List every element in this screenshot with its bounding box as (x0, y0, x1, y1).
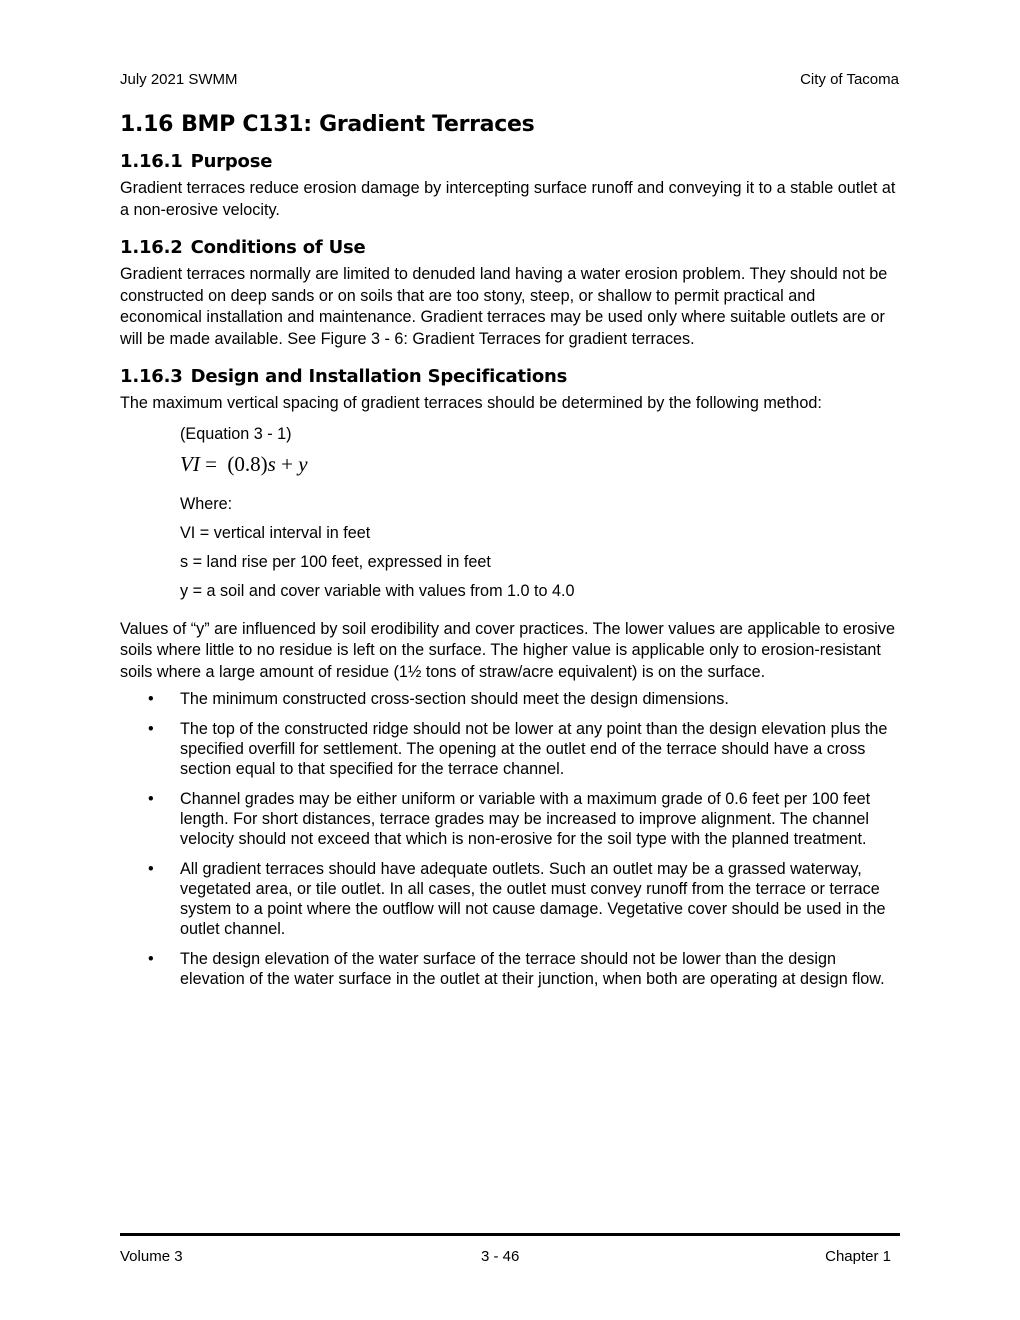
section-paragraph: Gradient terraces normally are limited to denuded land having a water erosion problem. They should not be constructed on deep sands or on soils that are too stony, steep, or shallow to permit practical and economical installation and maintenance. Gradient terraces may be used only where suitable outlets are or will be made available. See Figure 3 - 6: Gradient Terraces for gradient terraces. (120, 265, 888, 348)
section-conditions-of-use (120, 237, 900, 350)
footer-left: Volume 3 (120, 1248, 183, 1265)
section-design-specifications (120, 366, 900, 989)
list-item (120, 949, 900, 989)
header-left: July 2021 SWMM (120, 71, 238, 88)
section-heading (120, 237, 900, 258)
definition-vi: VI = vertical interval in feet (180, 523, 371, 542)
list-item (120, 689, 900, 709)
section-number: 1.16.3 (120, 366, 183, 387)
section-number: 1.16.2 (120, 237, 183, 258)
equation-coefficient: = (0.8) (199, 451, 268, 476)
list-item (120, 789, 900, 849)
bullet-icon: • (148, 790, 154, 808)
title-text: BMP C131: Gradient Terraces (181, 112, 535, 137)
equation-var-y: y (298, 451, 308, 476)
equation-block (180, 425, 900, 601)
section-title: Conditions of Use (190, 237, 366, 258)
equation-lhs: VI (180, 451, 200, 476)
equation-var-s: s (267, 451, 276, 476)
section-heading (120, 151, 900, 172)
section-number: 1.16.1 (120, 151, 183, 172)
list-item-text: The top of the constructed ridge should not be lower at any point than the design elevation plus the specified overfill for settlement. The opening at the outlet end of the terrace should have a cross section equal to that specified for the terrace channel. (180, 720, 888, 778)
page-content (120, 112, 900, 1005)
bullet-icon: • (148, 950, 154, 968)
list-item (120, 859, 900, 939)
bullet-icon: • (148, 860, 154, 878)
page-title (120, 112, 900, 137)
section-heading (120, 366, 900, 387)
section-paragraph: Gradient terraces reduce erosion damage by intercepting surface runoff and conveying it to a stable outlet at a non-erosive velocity. (120, 179, 896, 219)
bullet-icon: • (148, 690, 154, 708)
section-title: Design and Installation Specifications (190, 366, 568, 387)
page-number: 3 - 46 (481, 1248, 520, 1265)
equation-label: (Equation 3 - 1) (180, 424, 292, 443)
footer-divider (120, 1233, 900, 1236)
equation-plus: + (275, 451, 299, 476)
definition-y: y = a soil and cover variable with values from 1.0 to 4.0 (180, 581, 575, 600)
bullet-icon: • (148, 720, 154, 738)
equation (180, 452, 900, 477)
header-right: City of Tacoma (800, 71, 899, 88)
list-item-text: All gradient terraces should have adequate outlets. Such an outlet may be a grassed waterway, vegetated area, or tile outlet. In all cases, the outlet must convey runoff from the terrace or terrace system to a point where the outflow will not cause damage. Vegetative cover should be used in the outlet channel. (180, 860, 886, 938)
definition-s: s = land rise per 100 feet, expressed in feet (180, 552, 491, 571)
list-item-text: The design elevation of the water surface of the terrace should not be lower than the design elevation of the water surface in the outlet at their junction, when both are operating at design flow. (180, 950, 885, 988)
title-number: 1.16 (120, 112, 174, 137)
section-paragraph: The maximum vertical spacing of gradient terraces should be determined by the following method: (120, 394, 822, 412)
footer-right: Chapter 1 (825, 1248, 891, 1265)
section-paragraph: Values of “y” are influenced by soil erodibility and cover practices. The lower values are applicable to erosive soils where little to no residue is left on the surface. The higher value is applicable only to erosion-resistant soils where a large amount of residue (1½ tons of straw/acre equivalent) is on the surface. (120, 619, 895, 681)
list-item-text: Channel grades may be either uniform or variable with a maximum grade of 0.6 feet per 100 feet length. For short distances, terrace grades may be increased to improve alignment. The channel velocity should not exceed that which is non-erosive for the soil type with the planned treatment. (180, 790, 871, 848)
where-label: Where: (180, 494, 233, 513)
section-title: Purpose (190, 151, 273, 172)
list-item-text: The minimum constructed cross-section should meet the design dimensions. (180, 690, 729, 708)
list-item (120, 719, 900, 779)
bullet-list (120, 689, 900, 989)
section-purpose (120, 151, 900, 221)
